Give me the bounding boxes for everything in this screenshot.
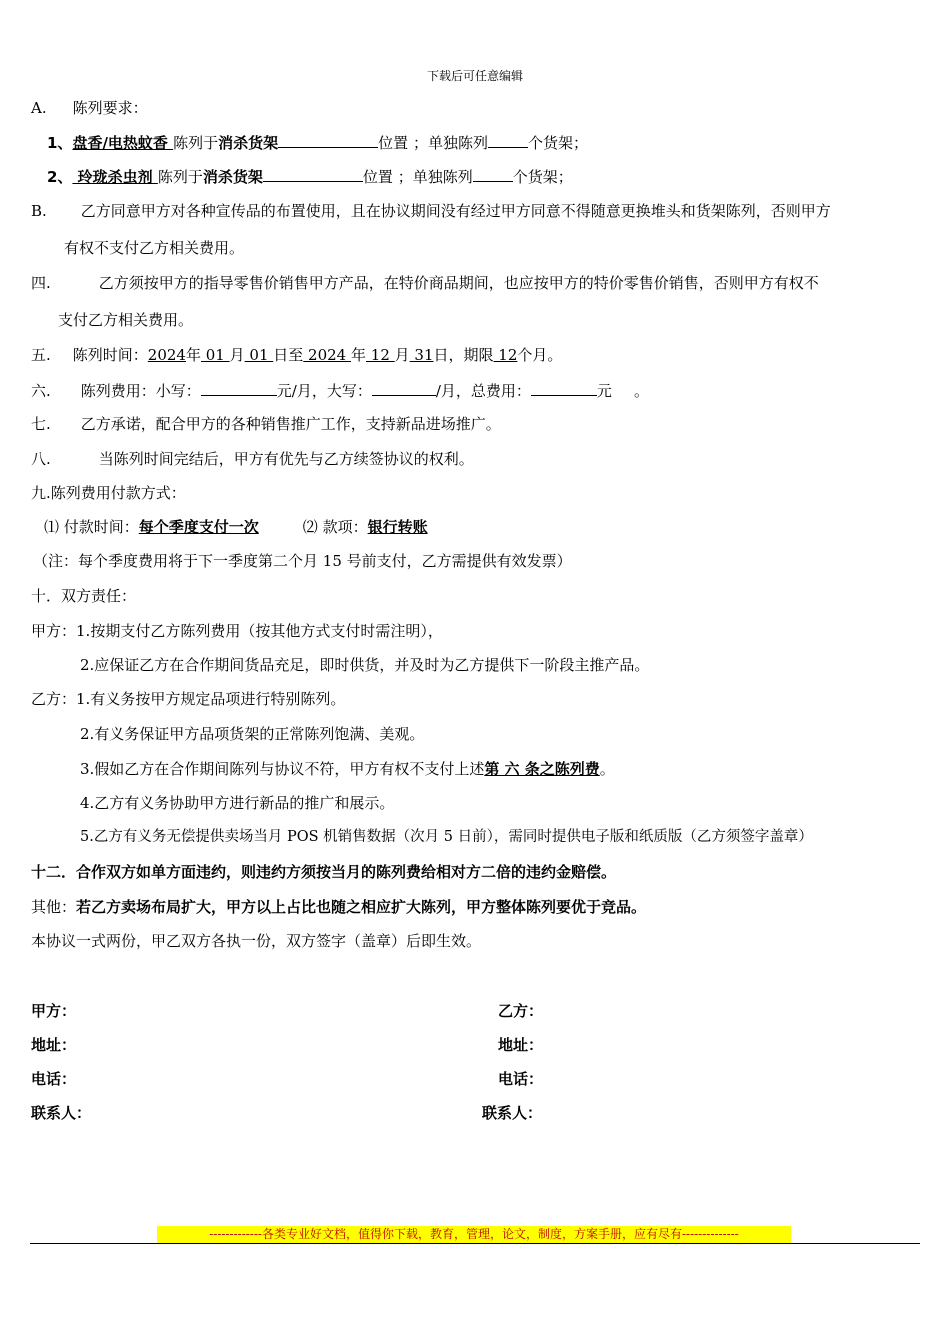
party-b-duty-text: 1.有义务按甲方规定品项进行特别陈列。 — [76, 690, 346, 708]
char-year: 年 — [185, 346, 201, 364]
section-8-text: 当陈列时间完结后，甲方有优先与乙方续签协议的权利。 — [98, 450, 474, 468]
party-b-duty-5: 5.乙方有义务无偿提供卖场当月 POS 机销售数据（次月 5 日前），需同时提供电子版和纸质版（乙方须签字盖章） — [80, 829, 813, 845]
item-place: 消杀货架 — [218, 134, 279, 152]
section-9-note: （注：每个季度费用将于下一季度第二个月 15 号前支付，乙方需提供有效发票） — [33, 552, 572, 570]
fee-tail: 。 — [633, 382, 649, 400]
item-product: 玲珑杀虫剂 — [72, 168, 158, 186]
fee-unit-2: /月，总费用： — [435, 382, 531, 400]
section-4-label: 四. — [31, 274, 51, 292]
party-a-duty-2: 2.应保证乙方在合作期间货品充足，即时供货，并及时为乙方提供下一阶段主推产品。 — [80, 656, 650, 674]
section-b-label: B. — [31, 202, 47, 220]
sig-phone-b: 电话： — [498, 1070, 544, 1088]
section-7-text: 乙方承诺，配合甲方的各种销售推广工作，支持新品进场推广。 — [80, 415, 501, 433]
period-prefix: 陈列时间： — [72, 346, 148, 364]
blank-field — [263, 166, 363, 182]
display-item-1 — [47, 132, 588, 153]
page-header: 下载后可任意编辑 — [426, 69, 523, 83]
party-a-duty-1 — [31, 621, 443, 641]
other-clause — [31, 897, 646, 917]
section-7-label: 七. — [31, 415, 51, 433]
payment-method-label: ⑵ 款项： — [302, 518, 368, 536]
party-a-duty-text: 1.按期支付乙方陈列费用（按其他方式支付时需注明）， — [76, 622, 443, 640]
party-b-duty-2: 2.有义务保证甲方品项货架的正常陈列饱满、美观。 — [80, 725, 425, 743]
fee-unit-1: 元/月，大写： — [276, 382, 372, 400]
display-item-2 — [47, 166, 573, 187]
section-9-payment — [44, 517, 428, 537]
fee-prefix: 陈列费用：小写： — [80, 382, 201, 400]
blank-field — [473, 166, 513, 182]
end-day: 31 — [409, 346, 434, 364]
char-month: 月 — [229, 346, 245, 364]
closing-statement: 本协议一式两份，甲乙双方各执一份，双方签字（盖章）后即生效。 — [31, 932, 482, 950]
other-label: 其他： — [31, 898, 77, 916]
section-10-title: 十．双方责任： — [31, 587, 137, 605]
end-month: 12 — [366, 346, 395, 364]
section-b-line-2: 有权不支付乙方相关费用。 — [64, 239, 245, 257]
payment-time-value: 每个季度支付一次 — [138, 518, 259, 536]
period-months: 12 — [493, 346, 518, 364]
section-9-title: 九.陈列费用付款方式： — [31, 484, 186, 502]
section-7 — [31, 414, 501, 434]
blank-field — [278, 132, 378, 148]
footer-rule — [30, 1243, 920, 1244]
fee-total-blank — [531, 380, 597, 396]
section-4-line-1 — [31, 273, 819, 293]
item-product: 盘香/电热蚊香 — [72, 134, 174, 152]
duty-3-text: 3.假如乙方在合作期间陈列与协议不符，甲方有权不支付上述 — [80, 760, 485, 778]
payment-time-label: ⑴ 付款时间： — [44, 518, 139, 536]
section-6-label: 六. — [31, 382, 51, 400]
item-tail-text: 个货架； — [512, 168, 573, 186]
sig-address-a: 地址： — [31, 1036, 77, 1054]
section-a-label: A. — [31, 99, 47, 117]
party-a-label: 甲方： — [31, 622, 77, 640]
section-4-text: 乙方须按甲方的指导零售价销售甲方产品，在特价商品期间，也应按甲方的特价零售价销售，否则甲方有权不 — [98, 274, 819, 292]
section-8-label: 八. — [31, 450, 51, 468]
payment-method-value: 银行转账 — [367, 518, 428, 536]
sig-party-b: 乙方： — [498, 1002, 544, 1020]
section-8 — [31, 449, 474, 469]
sig-contact-b: 联系人： — [482, 1104, 543, 1122]
section-5 — [31, 345, 562, 365]
section-b-line-1 — [31, 201, 831, 221]
char-months: 个月。 — [517, 346, 563, 364]
start-month: 01 — [201, 346, 230, 364]
char-day-to: 日至 — [273, 346, 304, 364]
party-b-duty-1 — [31, 689, 345, 709]
duty-3-reference: 第 六 条之陈列费 — [484, 760, 600, 778]
fee-unit-3: 元 — [596, 382, 612, 400]
section-b-text: 乙方同意甲方对各种宣传品的布置使用，且在协议期间没有经过甲方同意不得随意更换堆头和货架陈列，否则甲方 — [80, 202, 831, 220]
end-year: 2024 — [303, 346, 351, 364]
footer-banner: -------------各类专业好文档，值得你下载，教育，管理，论文，制度，方案手册，应有尽有-------------- — [157, 1226, 791, 1243]
item-mid-text: 陈列于 — [173, 134, 219, 152]
sig-contact-a: 联系人： — [31, 1104, 92, 1122]
start-year: 2024 — [147, 346, 186, 364]
item-number: 1、 — [47, 134, 73, 152]
section-a-text: 陈列要求： — [72, 99, 148, 117]
item-number: 2、 — [47, 168, 73, 186]
party-b-duty-4: 4.乙方有义务协助甲方进行新品的推广和展示。 — [80, 794, 395, 812]
item-position-text: 位置 ；单独陈列 — [378, 134, 488, 152]
item-place: 消杀货架 — [202, 168, 263, 186]
section-12-breach: 十二．合作双方如单方面违约，则违约方须按当月的陈列费给相对方二倍的违约金赔偿。 — [31, 863, 617, 881]
sig-phone-a: 电话： — [31, 1070, 77, 1088]
fee-uppercase-blank — [372, 380, 436, 396]
item-mid-text: 陈列于 — [157, 168, 203, 186]
item-tail-text: 个货架； — [527, 134, 588, 152]
char-year: 年 — [351, 346, 367, 364]
section-6 — [31, 380, 649, 401]
section-4-line-2: 支付乙方相关费用。 — [58, 311, 194, 329]
char-month: 月 — [394, 346, 410, 364]
section-5-label: 五. — [31, 346, 51, 364]
other-text: 若乙方卖场布局扩大，甲方以上占比也随之相应扩大陈列，甲方整体陈列要优于竞品。 — [76, 898, 647, 916]
section-a — [31, 98, 148, 118]
fee-lowercase-blank — [201, 380, 277, 396]
sig-party-a: 甲方： — [31, 1002, 77, 1020]
start-day: 01 — [244, 346, 274, 364]
sig-address-b: 地址： — [498, 1036, 544, 1054]
party-b-label: 乙方： — [31, 690, 77, 708]
char-day-period: 日，期限 — [433, 346, 494, 364]
duty-3-tail: 。 — [599, 760, 615, 778]
item-position-text: 位置 ；单独陈列 — [362, 168, 473, 186]
party-b-duty-3 — [80, 759, 615, 779]
blank-field — [488, 132, 528, 148]
